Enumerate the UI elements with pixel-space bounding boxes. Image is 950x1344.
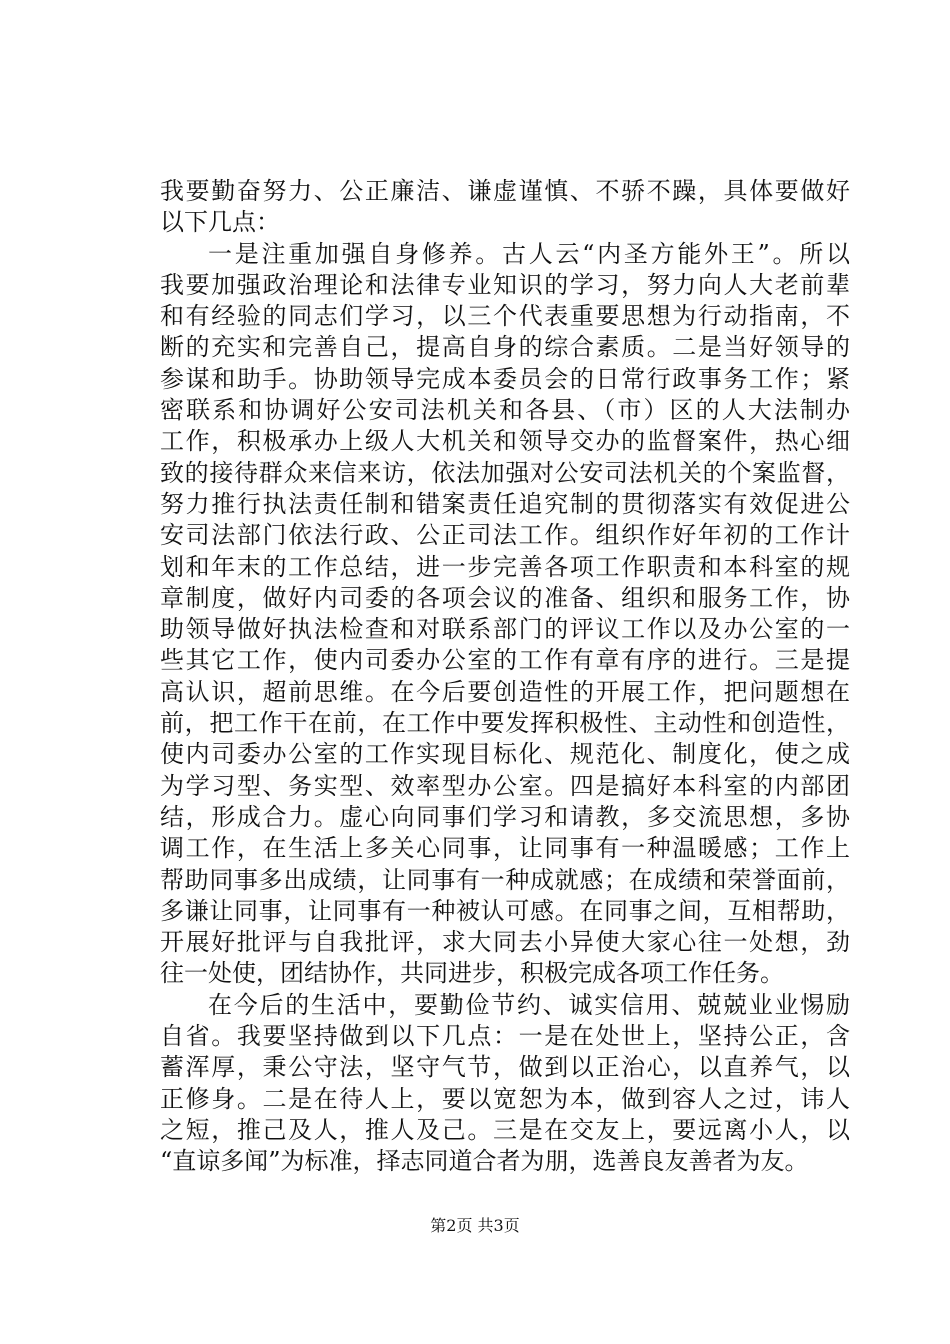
text-line: “直谅多闻”为标准，择志同道合者为朋，选善良友善者为友。 (160, 1147, 809, 1176)
text-line: 努力推行执法责任制和错案责任追究制的贯彻落实有效促进公 (160, 489, 850, 518)
text-line: 前，把工作干在前，在工作中要发挥积极性、主动性和创造性， (160, 709, 850, 738)
text-line: 安司法部门依法行政、公正司法工作。组织作好年初的工作计 (160, 521, 850, 550)
text-line: 以下几点： (160, 208, 280, 237)
text-line: 调工作，在生活上多关心同事，让同事有一种温暖感；工作上 (160, 834, 850, 863)
text-line: 自省。我要坚持做到以下几点：一是在处世上，坚持公正，含 (160, 1022, 850, 1051)
text-line: 章制度，做好内司委的各项会议的准备、组织和服务工作，协 (160, 583, 850, 612)
text-line: 为学习型、务实型、效率型办公室。四是搞好本科室的内部团 (160, 771, 850, 800)
body-text (160, 176, 850, 1178)
text-line: 断的充实和完善自己，提高自身的综合素质。二是当好领导的 (160, 333, 850, 362)
text-line: 使内司委办公室的工作实现目标化、规范化、制度化，使之成 (160, 740, 850, 769)
text-line: 在今后的生活中，要勤俭节约、诚实信用、兢兢业业惕励 (208, 990, 850, 1019)
text-line: 多谦让同事，让同事有一种被认可感。在同事之间，互相帮助， (160, 896, 850, 925)
text-line: 致的接待群众来信来访，依法加强对公安司法机关的个案监督， (160, 458, 850, 487)
text-line: 工作，积极承办上级人大机关和领导交办的监督案件，热心细 (160, 427, 850, 456)
text-line: 高认识，超前思维。在今后要创造性的开展工作，把问题想在 (160, 677, 850, 706)
text-line: 划和年末的工作总结，进一步完善各项工作职责和本科室的规 (160, 552, 850, 581)
text-line: 一是注重加强自身修养。古人云“内圣方能外王”。所以 (208, 239, 850, 268)
text-line: 帮助同事多出成绩，让同事有一种成就感；在成绩和荣誉面前， (160, 865, 850, 894)
text-line: 和有经验的同志们学习，以三个代表重要思想为行动指南，不 (160, 302, 850, 331)
text-line: 之短，推己及人，推人及己。三是在交友上，要远离小人，以 (160, 1115, 850, 1144)
text-line: 参谋和助手。协助领导完成本委员会的日常行政事务工作；紧 (160, 364, 850, 393)
text-line: 些其它工作，使内司委办公室的工作有章有序的进行。三是提 (160, 646, 850, 675)
text-line: 密联系和协调好公安司法机关和各县、（市）区的人大法制办 (160, 396, 850, 425)
text-line: 正修身。二是在待人上，要以宽恕为本，做到容人之过，讳人 (160, 1084, 850, 1113)
text-line: 结，形成合力。虚心向同事们学习和请教，多交流思想，多协 (160, 802, 850, 831)
text-line: 蓄浑厚，秉公守法，坚守气节，做到以正治心，以直养气，以 (160, 1053, 850, 1082)
text-line: 我要加强政治理论和法律专业知识的学习，努力向人大老前辈 (160, 270, 850, 299)
text-line: 我要勤奋努力、公正廉洁、谦虚谨慎、不骄不躁，具体要做好 (160, 177, 850, 205)
text-line: 助领导做好执法检查和对联系部门的评议工作以及办公室的一 (160, 615, 850, 644)
page-footer: 第2页 共3页 (430, 1216, 520, 1235)
text-line: 开展好批评与自我批评，求大同去小异使大家心往一处想，劲 (160, 928, 850, 957)
text-line: 往一处使，团结协作，共同进步，积极完成各项工作任务。 (160, 959, 784, 988)
